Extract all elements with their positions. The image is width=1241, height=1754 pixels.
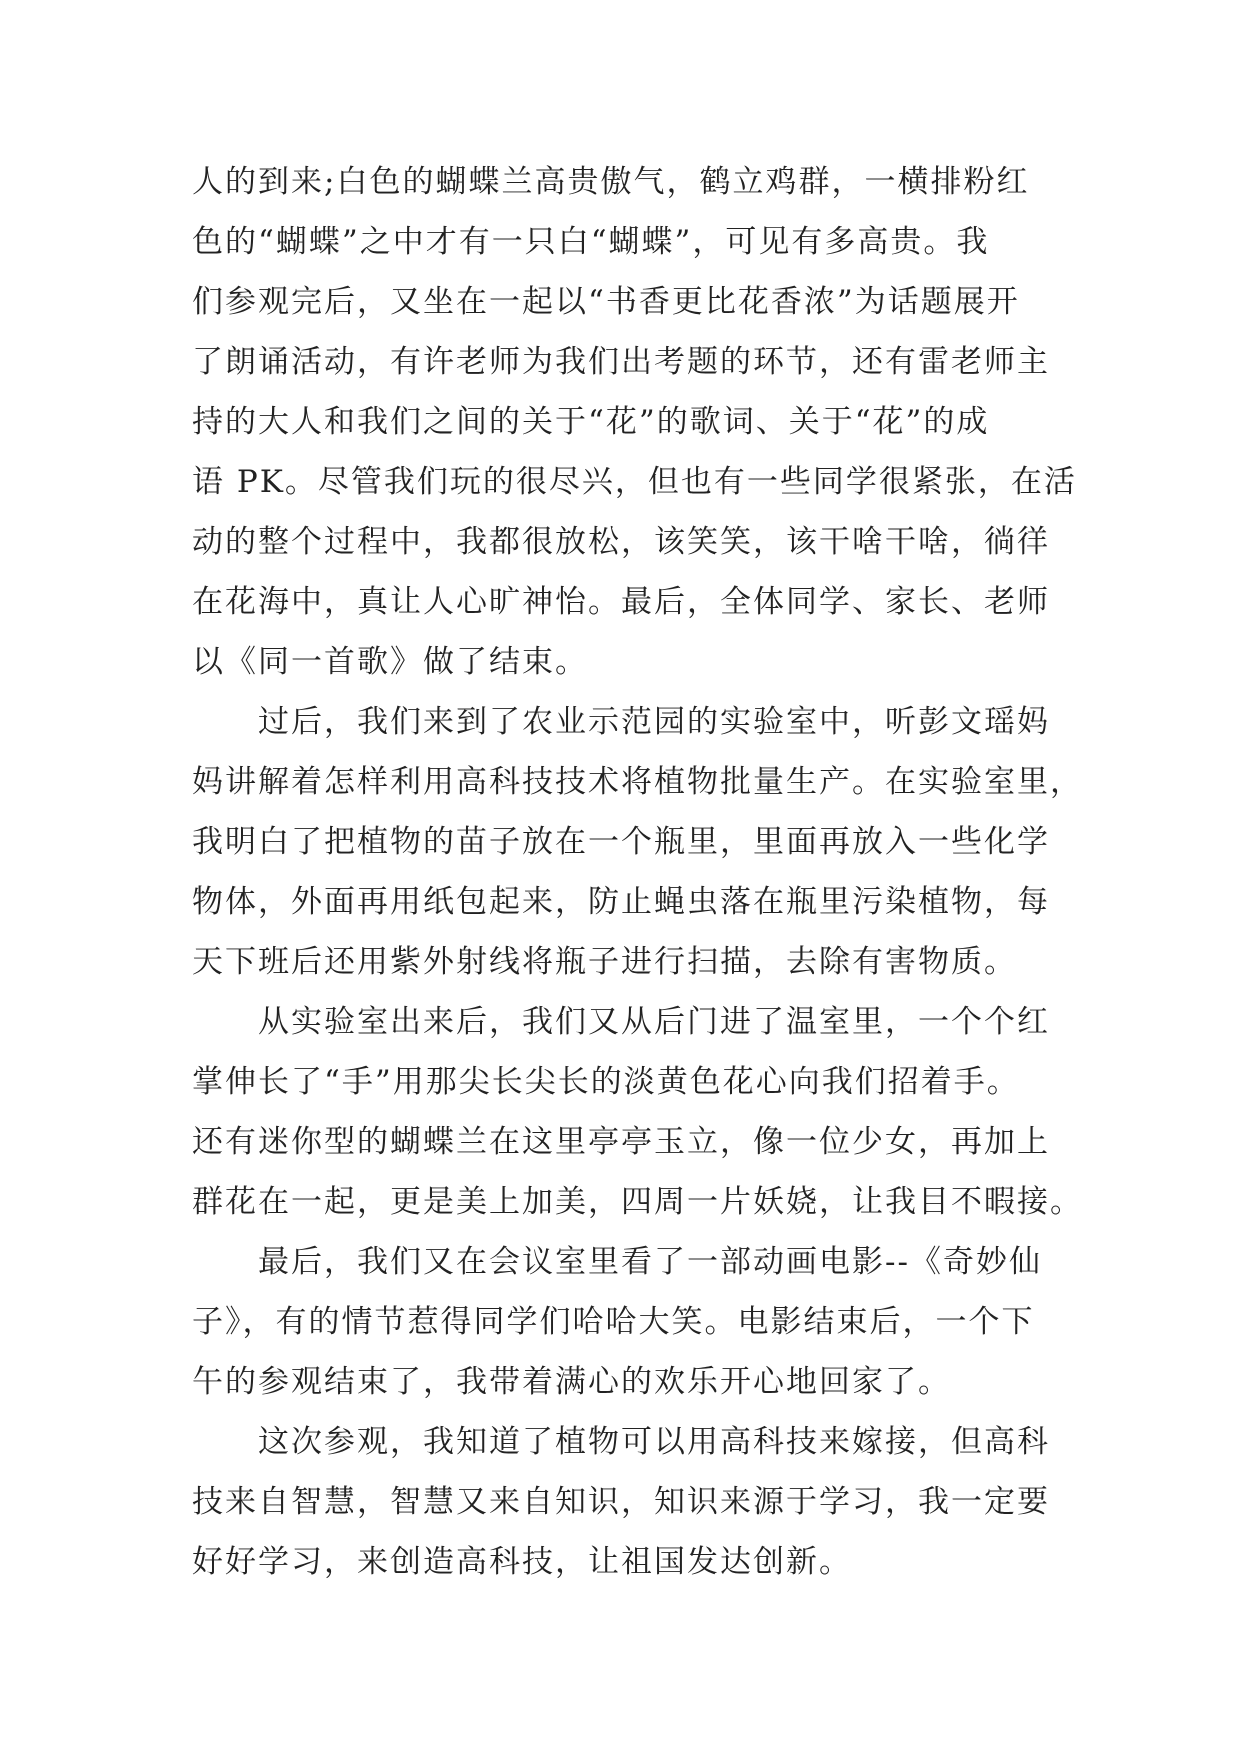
text-line: 技来自智慧，智慧又来自知识，知识来源于学习，我一定要 xyxy=(192,1484,1050,1520)
text-line: 掌伸长了“手”用那尖长尖长的淡黄色花心向我们招着手。 xyxy=(192,1064,1020,1100)
text-line: 们参观完后，又坐在一起以“书香更比花香浓”为话题展开 xyxy=(192,284,1020,320)
text-line: 在花海中，真让人心旷神怡。最后，全体同学、家长、老师 xyxy=(192,584,1050,620)
text-line: 了朗诵活动，有许老师为我们出考题的环节，还有雷老师主 xyxy=(192,344,1050,380)
text-line: 物体，外面再用纸包起来，防止蝇虫落在瓶里污染植物，每 xyxy=(192,884,1050,920)
text-line: 子》，有的情节惹得同学们哈哈大笑。电影结束后，一个下 xyxy=(192,1304,1035,1340)
text-line: 我明白了把植物的苗子放在一个瓶里，里面再放入一些化学 xyxy=(192,824,1050,860)
paragraph-first-line: 最后，我们又在会议室里看了一部动画电影--《奇妙仙 xyxy=(258,1244,1042,1280)
paragraph-first-line: 从实验室出来后，我们又从后门进了温室里，一个个红 xyxy=(258,1004,1050,1040)
paragraph-first-line: 这次参观，我知道了植物可以用高科技来嫁接，但高科 xyxy=(258,1424,1050,1460)
text-line: 持的大人和我们之间的关于“花”的歌词、关于“花”的成 xyxy=(192,404,990,440)
text-line: 天下班后还用紫外射线将瓶子进行扫描，去除有害物质。 xyxy=(192,944,1017,980)
text-line: 人的到来;白色的蝴蝶兰高贵傲气，鹤立鸡群，一横排粉红 xyxy=(192,164,1030,200)
text-line: 还有迷你型的蝴蝶兰在这里亭亭玉立，像一位少女，再加上 xyxy=(192,1124,1050,1160)
body-text xyxy=(192,152,1083,1592)
text-line: 好好学习，来创造高科技，让祖国发达创新。 xyxy=(192,1544,852,1580)
text-line: 色的“蝴蝶”之中才有一只白“蝴蝶”，可见有多高贵。我 xyxy=(192,224,990,260)
text-line: 语 PK。尽管我们玩的很尽兴，但也有一些同学很紧张，在活 xyxy=(192,464,1077,500)
text-line: 动的整个过程中，我都很放松，该笑笑，该干啥干啥，徜徉 xyxy=(192,524,1050,560)
text-line: 以《同一首歌》做了结束。 xyxy=(192,644,588,680)
text-line: 群花在一起，更是美上加美，四周一片妖娆，让我目不暇接。 xyxy=(192,1184,1083,1220)
text-line: 午的参观结束了，我带着满心的欢乐开心地回家了。 xyxy=(192,1364,951,1400)
text-line: 妈讲解着怎样利用高科技技术将植物批量生产。在实验室里， xyxy=(192,764,1083,800)
paragraph-first-line: 过后，我们来到了农业示范园的实验室中，听彭文瑶妈 xyxy=(258,704,1050,740)
